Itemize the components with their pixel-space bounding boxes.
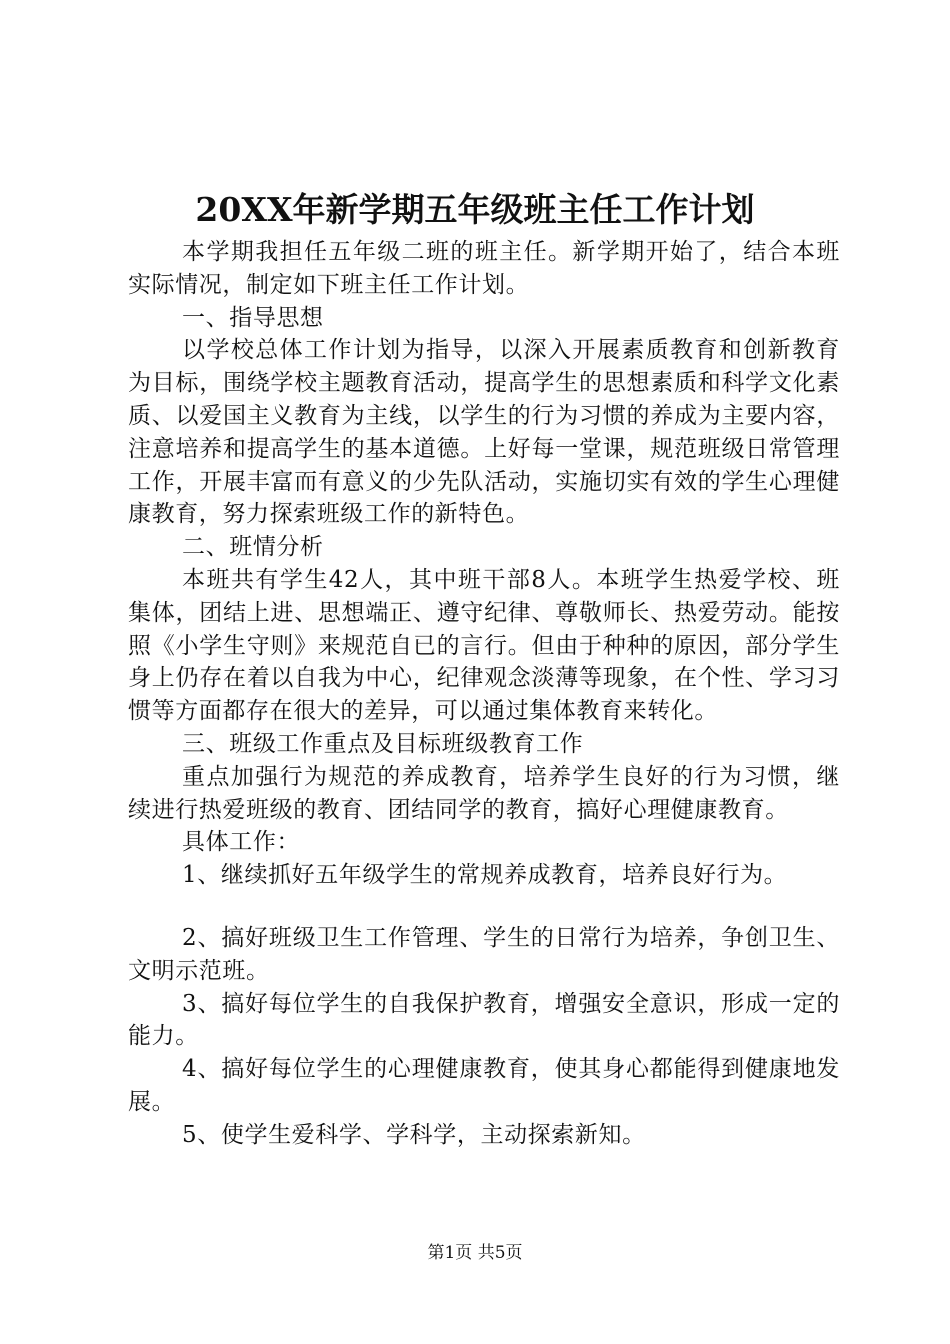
work-item-1: 1、继续抓好五年级学生的常规养成教育，培养良好行为。: [182, 862, 788, 889]
section-heading-class-analysis: 二、班情分析: [182, 534, 324, 561]
section-heading-key-work: 三、班级工作重点及目标班级教育工作: [182, 730, 584, 757]
document-title: 20XX年新学期五年级班主任工作计划: [195, 190, 755, 229]
document-body: [128, 236, 840, 1152]
specific-work-heading: 具体工作：: [182, 829, 301, 856]
work-item-3: 3、搞好每位学生的自我保护教育，增强安全意识，形成一定的能力。: [128, 990, 840, 1050]
section-heading-guiding-ideas: 一、指导思想: [182, 304, 324, 331]
work-item-2: 2、搞好班级卫生工作管理、学生的日常行为培养，争创卫生、文明示范班。: [128, 924, 840, 984]
work-item-5: 5、使学生爱科学、学科学，主动探索新知。: [182, 1121, 646, 1148]
class-analysis-paragraph: 本班共有学生42人，其中班干部8人。本班学生热爱学校、班集体，团结上进、思想端正、遵守纪律、尊敬师长、热爱劳动。能按照《小学生守则》来规范自已的言行。但由于种种的原因，部分学生身上仍存在着以自我为中心，纪律观念淡薄等现象，在个性、学习习惯等方面都存在很大的差异，可以通过集体教育来转化。: [128, 566, 840, 725]
key-work-paragraph: 重点加强行为规范的养成教育，培养学生良好的行为习惯，继续进行热爱班级的教育、团结同学的教育，搞好心理健康教育。: [128, 763, 840, 823]
guiding-ideas-paragraph: 以学校总体工作计划为指导，以深入开展素质教育和创新教育为目标，围绕学校主题教育活动，提高学生的思想素质和科学文化素质、以爱国主义教育为主线，以学生的行为习惯的养成为主要内容，注意培养和提高学生的基本道德。上好每一堂课，规范班级日常管理工作，开展丰富而有意义的少先队活动，实施切实有效的学生心理健康教育，努力探索班级工作的新特色。: [128, 337, 840, 528]
work-item-4: 4、搞好每位学生的心理健康教育，使其身心都能得到健康地发展。: [128, 1056, 840, 1115]
intro-paragraph: 本学期我担任五年级二班的班主任。新学期开始了，结合本班实际情况，制定如下班主任工作计划。: [128, 239, 840, 298]
page-number-footer: 第1页 共5页: [427, 1243, 523, 1263]
